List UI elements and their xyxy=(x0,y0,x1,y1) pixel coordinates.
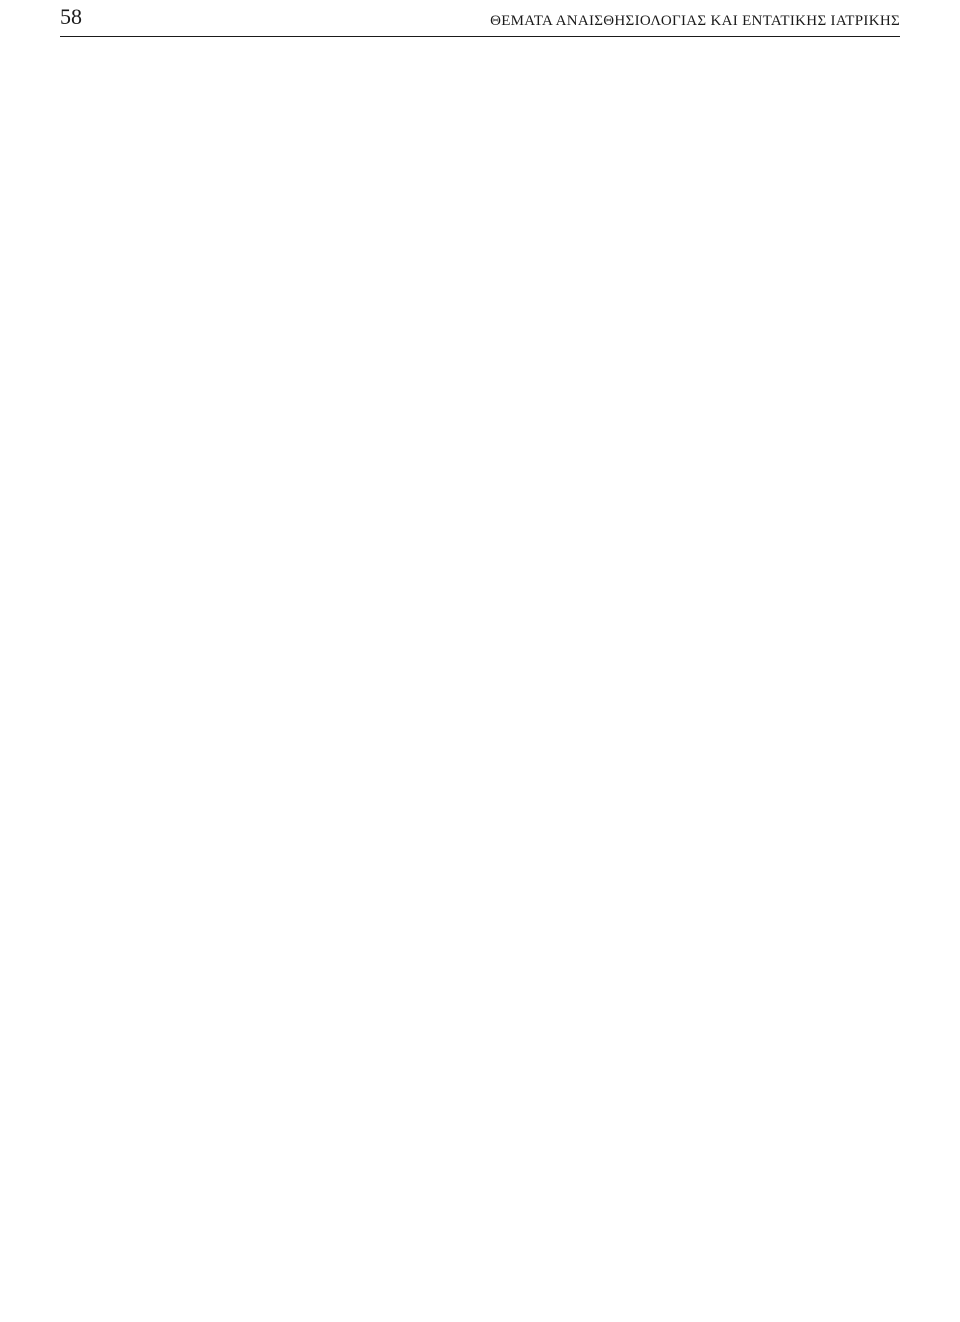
running-head: ΘΕΜΑΤΑ ΑΝΑΙΣΘΗΣΙΟΛΟΓΙΑΣ ΚΑΙ ΕΝΤΑΤΙΚΗΣ ΙΑΤΡΙΚΗΣ xyxy=(490,13,900,29)
page-header xyxy=(60,0,900,37)
page-number: 58 xyxy=(60,4,82,29)
